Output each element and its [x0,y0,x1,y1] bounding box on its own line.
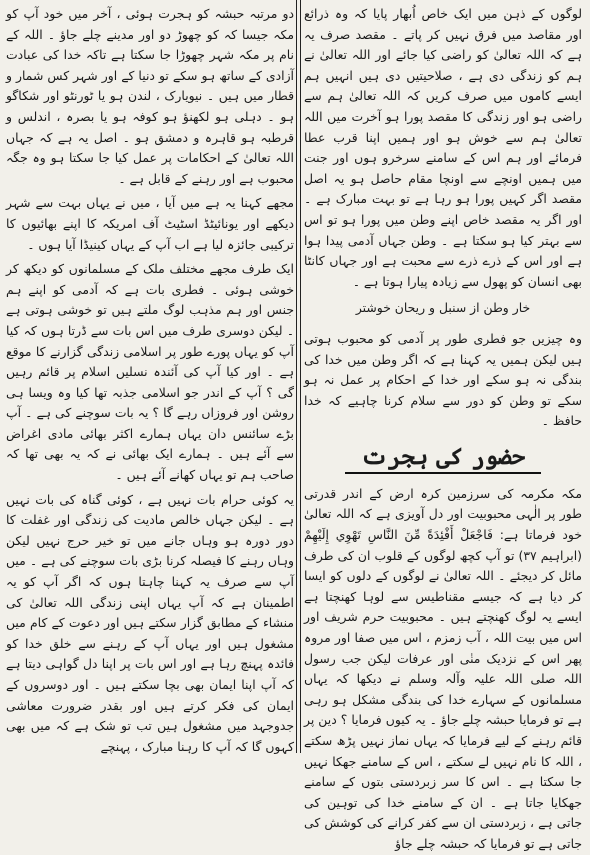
left-paragraph-4: یہ کوئی حرام بات نہیں ہے ، کوئی گناہ کی بات نہیں ہے ۔ لیکن جہاں خالص مادیت کی زندگی اور غفلت کا دور دورہ ہو وہاں جانے میں تو خیر حرج نہیں لیکن وہاں رہنے کا فیصلہ کرنا بڑی بات سوچنے کی ہے ۔ میں آپ سے صرف یہ کہنا چاہتا ہوں کہ اگر آپ کو یہ اطمینان ہے کہ آپ یہاں اپنی زندگی اللہ تعالیٰ کی منشاء کے مطابق گزار سکتے ہیں اور دعوت کے کام میں مشغول ہیں اور یہاں آپ کے رہنے سے خلق خدا کو فائدہ پہنچ رہا ہے اور اس بات پر اپنا دل گواہی دیتا ہے کہ آپ اپنا ایمان بھی بچا سکتے ہیں ۔ اور دوسروں کے ایمان کی فکر کرتے ہیں اور بقدر ضرورت معاشی جدوجہد میں مشغول ہیں تب تو شک ہے کہ میں بھی کہوں گا کہ آپ کا رہنا مبارک ، پہنچے [6,491,294,754]
right-text-column [304,4,582,851]
left-paragraph-1: دو مرتبہ حبشہ کو ہجرت ہوئی ، آخر میں خود آپ کو مکہ جیسا کہ کو چھوڑ دو اور مدینے چلے جاؤ ۔ اللہ کے نام پر مکہ شہر چھوڑا جا سکتا ہے تاکہ خدا کی عبادت آزادی کے ساتھ ہو سکے تو دنیا کے اور شہر کس شمار و قطار میں ہیں ۔ نیویارک ، لندن ہو یا ٹورنٹو اور شکاگو ہو ۔ دہلی ہو لکھنؤ ہو کوفہ ہو یا بصرہ ، اندلس و قرطبہ ہو قاہرہ و دمشق ہو ۔ اصل یہ ہے کہ جہاں اللہ تعالیٰ کے احکامات پر عمل کیا جا سکتا ہو وہ جگہ محبوب ہے اور رہنے کے قابل ہے ۔ [6,6,294,186]
section-heading-text: حضور کی ہجرت [345,443,541,474]
column-divider [296,0,301,753]
persian-verse: خار وطن از سنبل و ریحان خوشتر [355,300,531,316]
left-paragraph-2: مجھے کہنا یہ ہے میں آیا ، میں نے یہاں بہت سے شہر دیکھے اور یونائیٹڈ اسٹیٹ آف امریکہ کا اپنے بھائیوں کا ترکیبی جائزہ لیا ہے اب آپ کے یہاں کینیڈا آیا ہوں ۔ [6,195,294,252]
right-paragraph-2: وہ چیزیں جو فطری طور پر آدمی کو محبوب ہوتی ہیں لیکن ہمیں یہ کہنا ہے کہ اگر وطن میں خدا کی بندگی نہ ہو سکے اور خدا کے احکام پر عمل نہ ہو سکے تو وطن کو دور سے سلام کرنا چاہیے کہ خدا حافظ ۔ [304,330,582,429]
right-paragraph-1: لوگوں کے ذہن میں ایک خاص اُبھار پایا کہ وہ ذرائع اور مقاصد میں فرق نہیں کر پاتے ۔ مقصد صرف یہ ہے کہ اللہ تعالیٰ کو راضی کیا جائے اور اللہ تعالیٰ نے ہم کو زندگی دی ہے ، صلاحیتیں دی ہیں انہیں ہم ایسے کاموں میں صرف کریں کہ اللہ تعالیٰ ہم سے راضی ہو اور زندگی کا مقصد پورا ہو آخرت میں اللہ تعالیٰ ہم سے خوش ہو اور ہمیں اپنا قرب عطا فرمائے اور ہم اس کے سامنے سرخرو ہوں اور جنت میں ہمیں اونچے سے اونچا مقام حاصل ہو یہ اصل مقصد اگر کہیں پورا ہو رہا ہے تو بہت مبارک ہے ۔ اور اگر یہ مقصد خاص اپنے وطن میں پورا ہو تو اس سے بہتر کیا ہو سکتا ہے ۔ وطن جہاں آدمی پیدا ہوا ہے اور اس کے ذرے ذرے سے محبت ہے اور جہاں کانٹا بھی انسان کو پھول سے زیادہ پیارا ہوتا ہے ۔ [304,6,582,289]
section-heading [304,440,582,474]
right-paragraph-3: مکہ مکرمہ کی سرزمین کرہ ارض کے اندر قدرتی طور پر الٰہی محبوبیت اور دل آویزی ہے کہ اللہ تعالیٰ خود فرماتا ہے: فَاجْعَلْ أَفْئِدَةً مِّنَ النَّاسِ تَهْوِي إِلَيْهِمْ (ابراہیم ۳۷) تو آپ کچھ لوگوں کے قلوب ان کی طرف مائل کر دیجئے ۔ اللہ تعالیٰ نے لوگوں کے دلوں کو ایسا کر دیا ہے کہ جیسے مقناطیس سے لوہا کھنچتا ہے ایسے یہ لوگ کھنچتے ہیں ۔ محبوبیت حرم شریف اور اس میں بیت اللہ ، آب زمزم ، اس میں صفا اور مروہ پھر اس کے نزدیک منٰی اور عرفات لیکن جب رسول اللہ صلی اللہ علیہ وآلہ وسلم نے دیکھا کہ یہاں مسلمانوں کے سہارے خدا کی بندگی مشکل ہو رہی ہے تو فرمایا حبشہ چلے جاؤ ۔ یہ کیوں فرمایا ؟ دین پر قائم رہنے کے لیے فرمایا کہ یہاں نماز نہیں پڑھ سکتے ، اللہ کا نام نہیں لے سکتے ، اس کے سامنے جھکا نہیں جا سکتا ہے ۔ اس کا سر زبردستی بتوں کے سامنے جھکایا جاتا ہے ۔ ان کے سامنے خدا کی توہین کی جاتی ہے ، زبردستی ان سے کفر کرانے کی کوشش کی جاتی ہے تو فرمایا کہ حبشہ چلے جاؤ [304,485,582,851]
left-paragraph-3: ایک طرف مجھے مختلف ملک کے مسلمانوں کو دیکھ کر خوشی ہوئی ۔ فطری بات ہے کہ آدمی کو اپنے ہم جنس اور ہم مذہب لوگ ملتے ہیں تو خوشی ہوتی ہے ۔ لیکن دوسری طرف میں اس بات سے ڈرتا ہوں کہ کیا آپ کو یہاں پورے طور پر اسلامی زندگی گزارنے کا موقع ہے ۔ اور کیا آپ کی آئندہ نسلیں اسلام پر قائم رہیں گی ؟ آپ کے اندر جو اسلامی جذبہ تھا کیا وہ ویسا ہی روشن اور فروزاں رہے گا ؟ یہ بات سوچنے کی ہے ۔ آپ بڑے سائنس دان یہاں ہمارے اکثر بھائی مادی اغراض سے آئے ہیں ۔ ہمارے ایک بھائی نے کہ یہ بھی تھا کہ صاحب ہم تو یہاں کھانے آئے ہیں ۔ [6,261,294,483]
left-text-column [6,4,294,754]
